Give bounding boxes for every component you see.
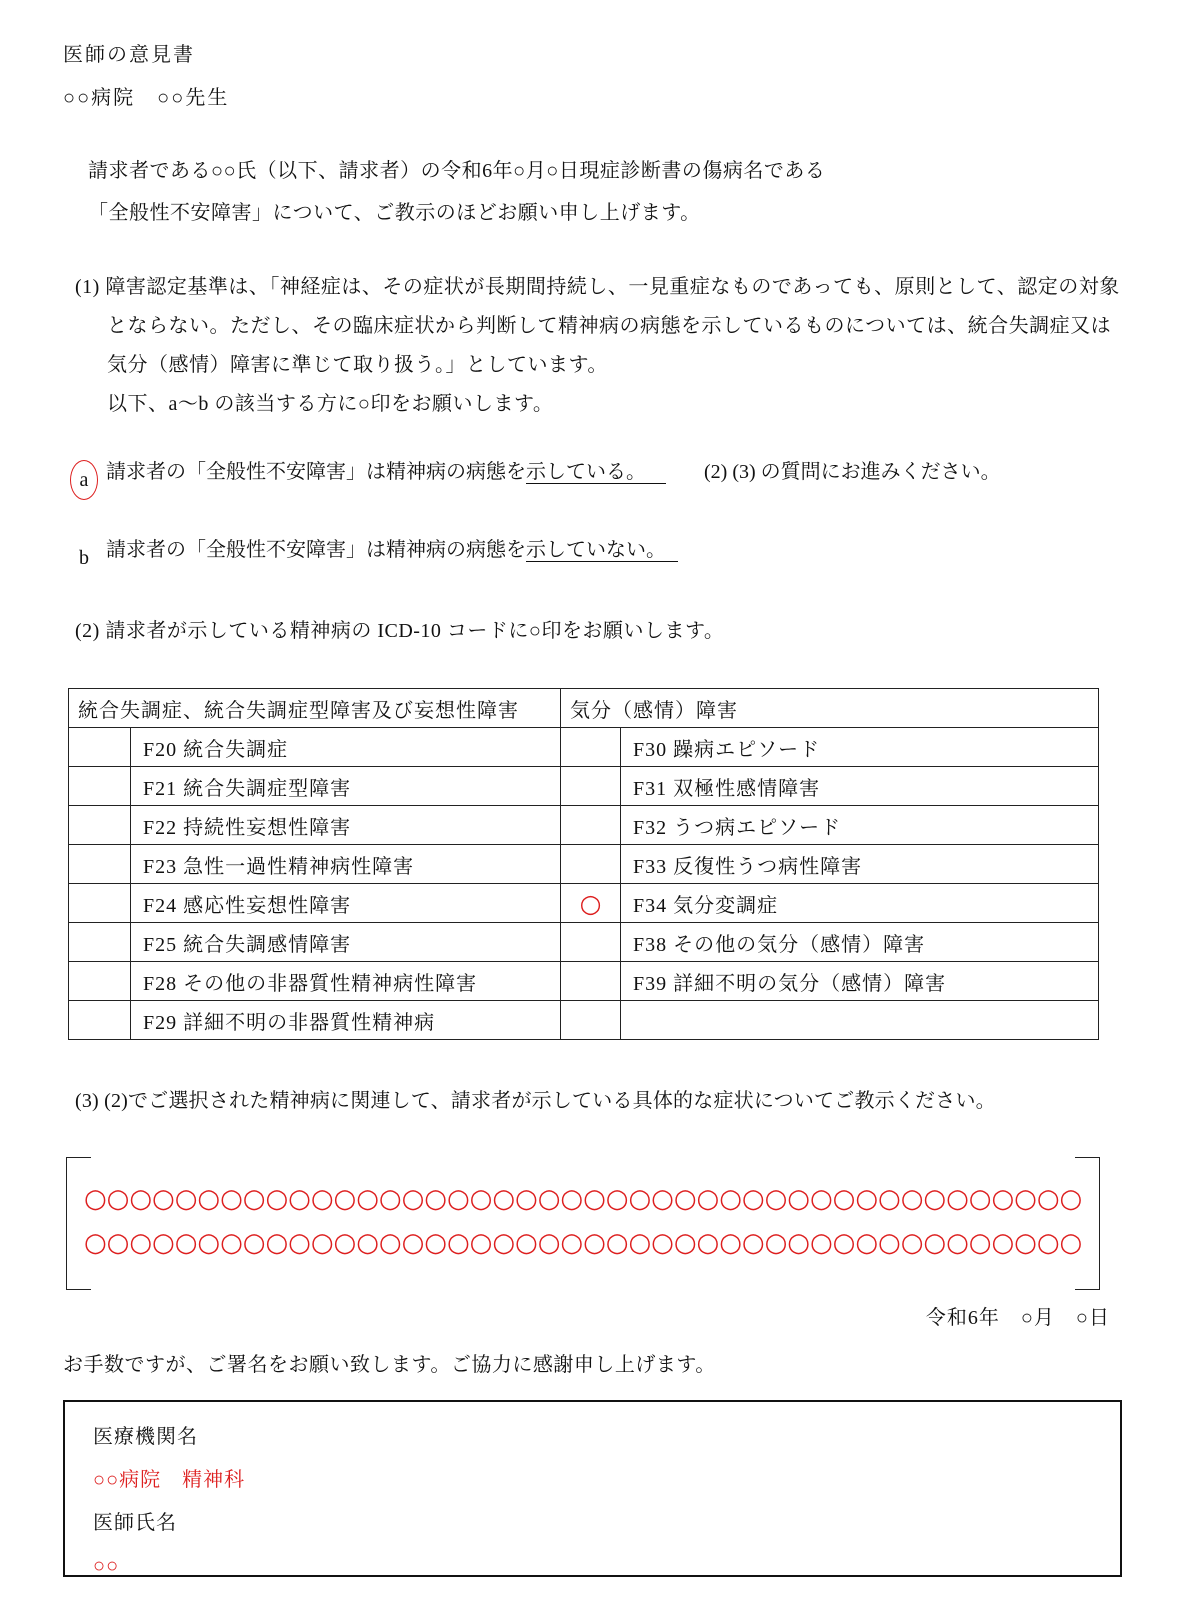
question-2 [75, 614, 724, 643]
option-a-post: (2) (3) の質問にお進みください。 [704, 461, 1001, 483]
icd-code-cell: F31 双極性感情障害 [621, 767, 1099, 806]
question-1-instruction: 以下、a～b の該当する方に○印をお願いします。 [107, 393, 554, 415]
doctor-value: ○○ [93, 1555, 120, 1577]
mark-cell [561, 923, 621, 962]
icd-code-cell: F32 うつ病エピソード [621, 806, 1099, 845]
option-b [70, 530, 1150, 578]
icd-code-cell: F20 統合失調症 [131, 728, 561, 767]
answer-line-2: ○○○○○○○○○○○○○○○○○○○○○○○○○○○○○○○○○○○○○○○○○○○○ [84, 1228, 1083, 1258]
mark-cell [69, 1001, 131, 1040]
icd-code-cell: F28 その他の非器質性精神病性障害 [131, 962, 561, 1001]
icd-code-cell: F29 詳細不明の非器質性精神病 [131, 1001, 561, 1040]
question-2-number: (2) [75, 620, 100, 642]
intro-paragraph [88, 150, 1068, 234]
icd-code-cell: F30 躁病エピソード [621, 728, 1099, 767]
selected-circle-mark: ○ [561, 884, 621, 923]
mark-cell [69, 728, 131, 767]
answer-placeholder-circles [84, 1177, 1084, 1265]
option-a-text: 請求者の「全般性不安障害」は精神病の病態を [106, 461, 526, 483]
icd-code-cell: F25 統合失調感情障害 [131, 923, 561, 962]
icd10-code-table [68, 688, 1099, 1040]
icd-code-cell: F39 詳細不明の気分（感情）障害 [621, 962, 1099, 1001]
intro-line-2: 「全般性不安障害」について、ご教示のほどお願い申し上げます。 [88, 202, 701, 224]
option-b-underlined: 示していない。 [526, 539, 678, 562]
option-a [70, 452, 1150, 500]
mark-cell [69, 845, 131, 884]
org-label: 医療機関名 [93, 1426, 198, 1448]
table-row [69, 845, 1099, 884]
table-row [69, 962, 1099, 1001]
right-column-header: 気分（感情）障害 [561, 689, 1099, 728]
icd-code-cell: F34 気分変調症 [621, 884, 1099, 923]
icd-code-cell: F23 急性一過性精神病性障害 [131, 845, 561, 884]
table-header-row [69, 689, 1099, 728]
mark-cell [69, 767, 131, 806]
question-3-number: (3) [75, 1090, 99, 1112]
mark-cell [561, 962, 621, 1001]
icd-code-cell [621, 1001, 1099, 1040]
mark-cell [561, 1001, 621, 1040]
doctor-label: 医師氏名 [93, 1512, 177, 1534]
org-value: ○○病院 精神科 [93, 1469, 246, 1491]
question-1-number: (1) [75, 276, 100, 298]
icd-code-cell: F24 感応性妄想性障害 [131, 884, 561, 923]
mark-cell [561, 845, 621, 884]
table-row [69, 806, 1099, 845]
answer-line-1: ○○○○○○○○○○○○○○○○○○○○○○○○○○○○○○○○○○○○○○○○○○○○ [84, 1184, 1083, 1214]
icd-code-cell: F21 統合失調症型障害 [131, 767, 561, 806]
closing-sentence: お手数ですが、ご署名をお願い致します。ご協力に感謝申し上げます。 [63, 1354, 716, 1376]
option-b-label: b [79, 547, 89, 569]
table-row [69, 767, 1099, 806]
intro-line-1: 請求者である○○氏（以下、請求者）の令和6年○月○日現症診断書の傷病名である [88, 160, 826, 182]
option-a-underlined: 示している。 [526, 461, 666, 484]
question-1 [75, 268, 1125, 424]
date-line: 令和6年 ○月 ○日 [925, 1307, 1110, 1329]
question-1-text: (1) 障害認定基準は、「神経症は、その症状が長期間持続し、一見重症なものであっても、原則として、認定の対象とならない。ただし、その臨床症状から判断して精神病の病態を示しているものについては、統合失調症又は気分（感情）障害に準じて取り扱う。」としています。 [75, 276, 1120, 376]
question-3 [75, 1084, 1145, 1113]
mark-cell [561, 806, 621, 845]
option-a-circle-mark: a [70, 460, 98, 500]
mark-cell [69, 884, 131, 923]
icd-code-cell: F22 持続性妄想性障害 [131, 806, 561, 845]
question-3-text: (2)でご選択された精神病に関連して、請求者が示している具体的な症状についてご教示ください。 [104, 1090, 996, 1112]
table-row-selected [69, 884, 1099, 923]
answer-area [66, 1157, 1100, 1288]
mark-cell [69, 962, 131, 1001]
question-2-text: 請求者が示している精神病の ICD-10 コードに○印をお願いします。 [105, 620, 725, 642]
icd-code-cell: F38 その他の気分（感情）障害 [621, 923, 1099, 962]
addressee-line: ○○病院 ○○先生 [63, 87, 230, 109]
mark-cell [561, 728, 621, 767]
option-b-text: 請求者の「全般性不安障害」は精神病の病態を [106, 539, 526, 561]
table-row [69, 923, 1099, 962]
signature-box [63, 1400, 1122, 1577]
mark-cell [69, 806, 131, 845]
mark-cell [69, 923, 131, 962]
icd-code-cell: F33 反復性うつ病性障害 [621, 845, 1099, 884]
left-column-header: 統合失調症、統合失調症型障害及び妄想性障害 [69, 689, 561, 728]
table-row [69, 1001, 1099, 1040]
table-row [69, 728, 1099, 767]
mark-cell [561, 767, 621, 806]
document-title: 医師の意見書 [63, 44, 195, 66]
